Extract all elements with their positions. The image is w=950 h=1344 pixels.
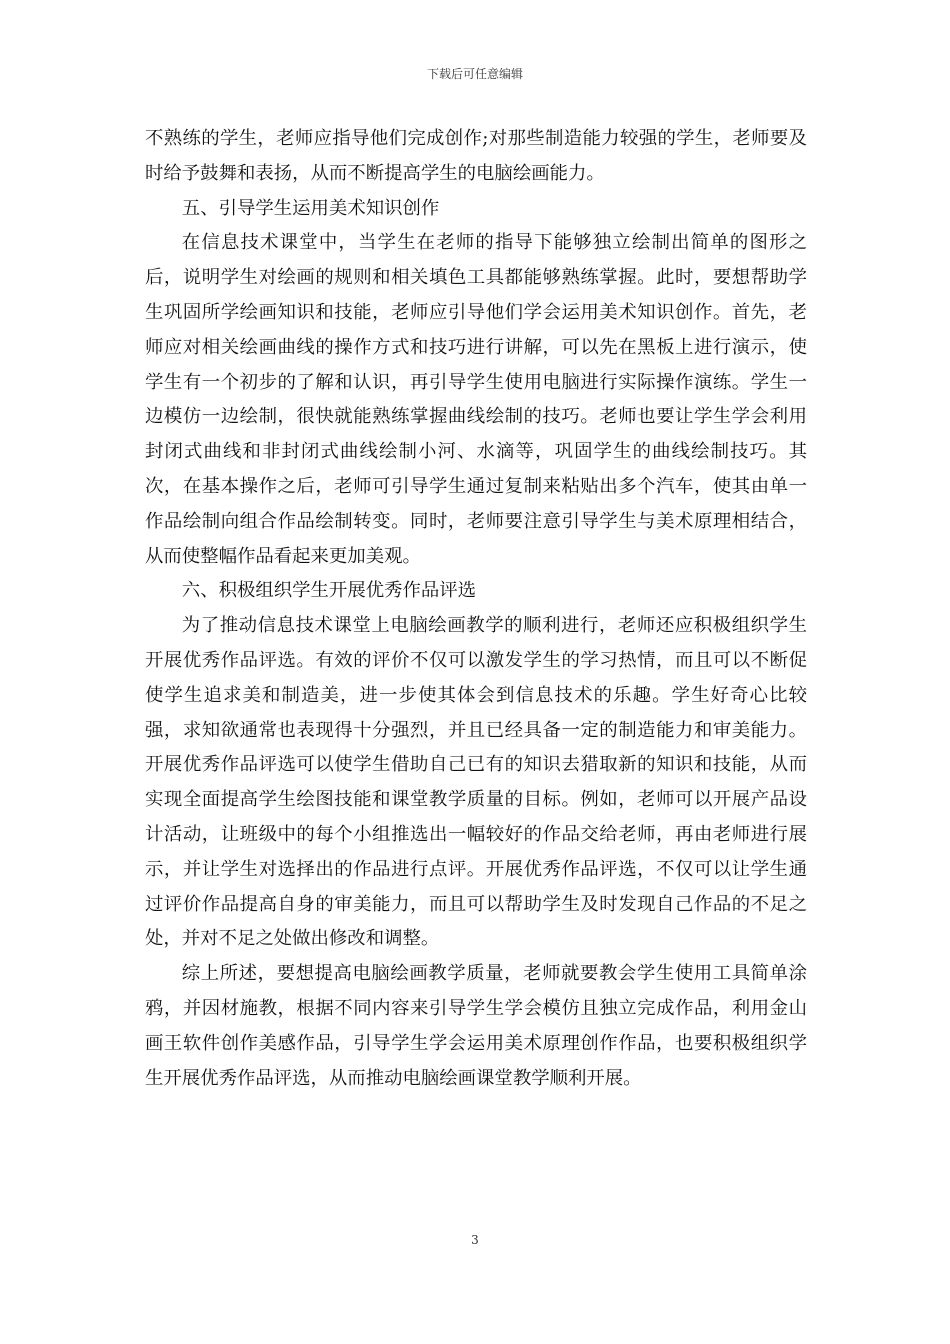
paragraph-conclusion: 综上所述，要想提高电脑绘画教学质量，老师就要教会学生使用工具简单涂鸦，并因材施教，根据不同内容来引导学生学会模仿且独立完成作品，利用金山画王软件创作美感作品，引导学生学会运用美术原理创作作品，也要积极组织学生开展优秀作品评选，从而推动电脑绘画课堂教学顺利开展。 — [145, 963, 807, 1089]
page-header: 下载后可任意编辑 — [426, 67, 523, 81]
paragraph-section-five: 在信息技术课堂中，当学生在老师的指导下能够独立绘制出简单的图形之后，说明学生对绘画的规则和相关填色工具都能够熟练掌握。此时，要想帮助学生巩固所学绘画知识和技能，老师应引导他们学会运用美术知识创作。首先，老师应对相关绘画曲线的操作方式和技巧进行讲解，可以先在黑板上进行演示，使学生有一个初步的了解和认识，再引导学生使用电脑进行实际操作演练。学生一边模仿一边绘制，很快就能熟练掌握曲线绘制的技巧。老师也要让学生学会利用封闭式曲线和非封闭式曲线绘制小河、水滴等，巩固学生的曲线绘制技巧。其次，在基本操作之后，老师可引导学生通过复制来粘贴出多个汽车，使其由单一作品绘制向组合作品绘制转变。同时，老师要注意引导学生与美术原理相结合，从而使整幅作品看起来更加美观。 — [145, 232, 807, 567]
paragraph-continuation: 不熟练的学生，老师应指导他们完成创作;对那些制造能力较强的学生，老师要及时给予鼓舞和表扬，从而不断提高学生的电脑绘画能力。 — [145, 128, 807, 184]
document-body — [145, 122, 807, 1096]
page-number: 3 — [471, 1233, 479, 1247]
paragraph-section-six: 为了推动信息技术课堂上电脑绘画教学的顺利进行，老师还应积极组织学生开展优秀作品评选。有效的评价不仅可以激发学生的学习热情，而且可以不断促使学生追求美和制造美，进一步使其体会到信息技术的乐趣。学生好奇心比较强，求知欲通常也表现得十分强烈，并且已经具备一定的制造能力和审美能力。开展优秀作品评选可以使学生借助自己已有的知识去猎取新的知识和技能，从而实现全面提高学生绘图技能和课堂教学质量的目标。例如，老师可以开展产品设计活动，让班级中的每个小组推选出一幅较好的作品交给老师，再由老师进行展示，并让学生对选择出的作品进行点评。开展优秀作品评选，不仅可以让学生通过评价作品提高自身的审美能力，而且可以帮助学生及时发现自己作品的不足之处，并对不足之处做出修改和调整。 — [145, 615, 807, 950]
section-heading-five: 五、引导学生运用美术知识创作 — [181, 197, 440, 219]
section-heading-six: 六、积极组织学生开展优秀作品评选 — [181, 580, 477, 602]
